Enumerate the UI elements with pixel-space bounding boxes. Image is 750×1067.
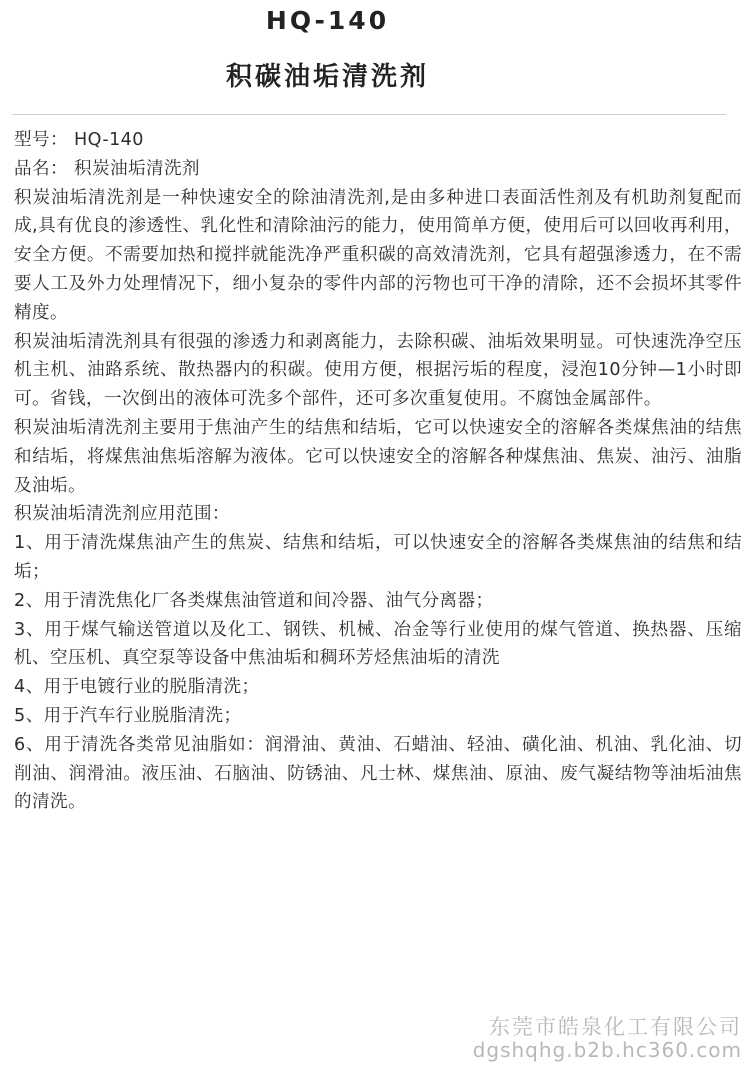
application-item-6: 6、用于清洗各类常见油脂如：润滑油、黄油、石蜡油、轻油、磺化油、机油、乳化油、切削油、润滑油。液压油、石脑油、防锈油、凡士林、煤焦油、原油、废气凝结物等油垢油焦的清洗。 <box>14 734 742 813</box>
intro-paragraph: 积炭油垢清洗剂是一种快速安全的除油清洗剂,是由多种进口表面活性剂及有机助剂复配而成,具有优良的渗透性、乳化性和清除油污的能力，使用简单方便，使用后可以回收再利用，安全方便。不需要加热和搅拌就能洗净严重积碳的高效清洗剂，它具有超强渗透力，在不需要人工及外力处理情况下，细小复杂的零件内部的污物也可干净的清除，还不会损坏其零件精度。 <box>14 187 742 323</box>
product-description <box>14 126 742 817</box>
watermark-url: dgshqhg.b2b.hc360.com <box>472 1038 742 1062</box>
application-item-4: 4、用于电镀行业的脱脂清洗； <box>14 677 260 698</box>
header-divider <box>12 114 726 115</box>
application-item-2: 2、用于清洗焦化厂各类煤焦油管道和间冷器、油气分离器； <box>14 590 494 611</box>
performance-paragraph: 积炭油垢清洗剂具有很强的渗透力和剥离能力，去除积碳、油垢效果明显。可快速洗净空压机主机、油路系统、散热器内的积碳。使用方便，根据污垢的程度，浸泡10分钟—1小时即可。省钱，一次倒出的液体可洗多个部件，还可多次重复使用。不腐蚀金属部件。 <box>14 331 742 410</box>
application-item-1: 1、用于清洗煤焦油产生的焦炭、结焦和结垢，可以快速安全的溶解各类煤焦油的结焦和结垢； <box>14 533 742 582</box>
product-name-line: 品名： 积炭油垢清洗剂 <box>14 158 200 179</box>
watermark-company: 东莞市皓泉化工有限公司 <box>489 1015 742 1039</box>
application-heading: 积炭油垢清洗剂应用范围： <box>14 504 230 525</box>
model-line: 型号： HQ-140 <box>14 130 144 150</box>
application-item-5: 5、用于汽车行业脱脂清洗； <box>14 705 242 726</box>
application-item-3: 3、用于煤气输送管道以及化工、钢铁、机械、冶金等行业使用的煤气管道、换热器、压缩机、空压机、真空泵等设备中焦油垢和稠环芳烃焦油垢的清洗 <box>14 619 742 669</box>
product-title: 积碳油垢清洗剂 <box>225 62 429 92</box>
model-title: HQ-140 <box>265 6 390 35</box>
usage-paragraph: 积炭油垢清洗剂主要用于焦油产生的结焦和结垢，它可以快速安全的溶解各类煤焦油的结焦和结垢，将煤焦油焦垢溶解为液体。它可以快速安全的溶解各种煤焦油、焦炭、油污、油脂及油垢。 <box>14 417 742 496</box>
company-watermark <box>473 1015 742 1067</box>
